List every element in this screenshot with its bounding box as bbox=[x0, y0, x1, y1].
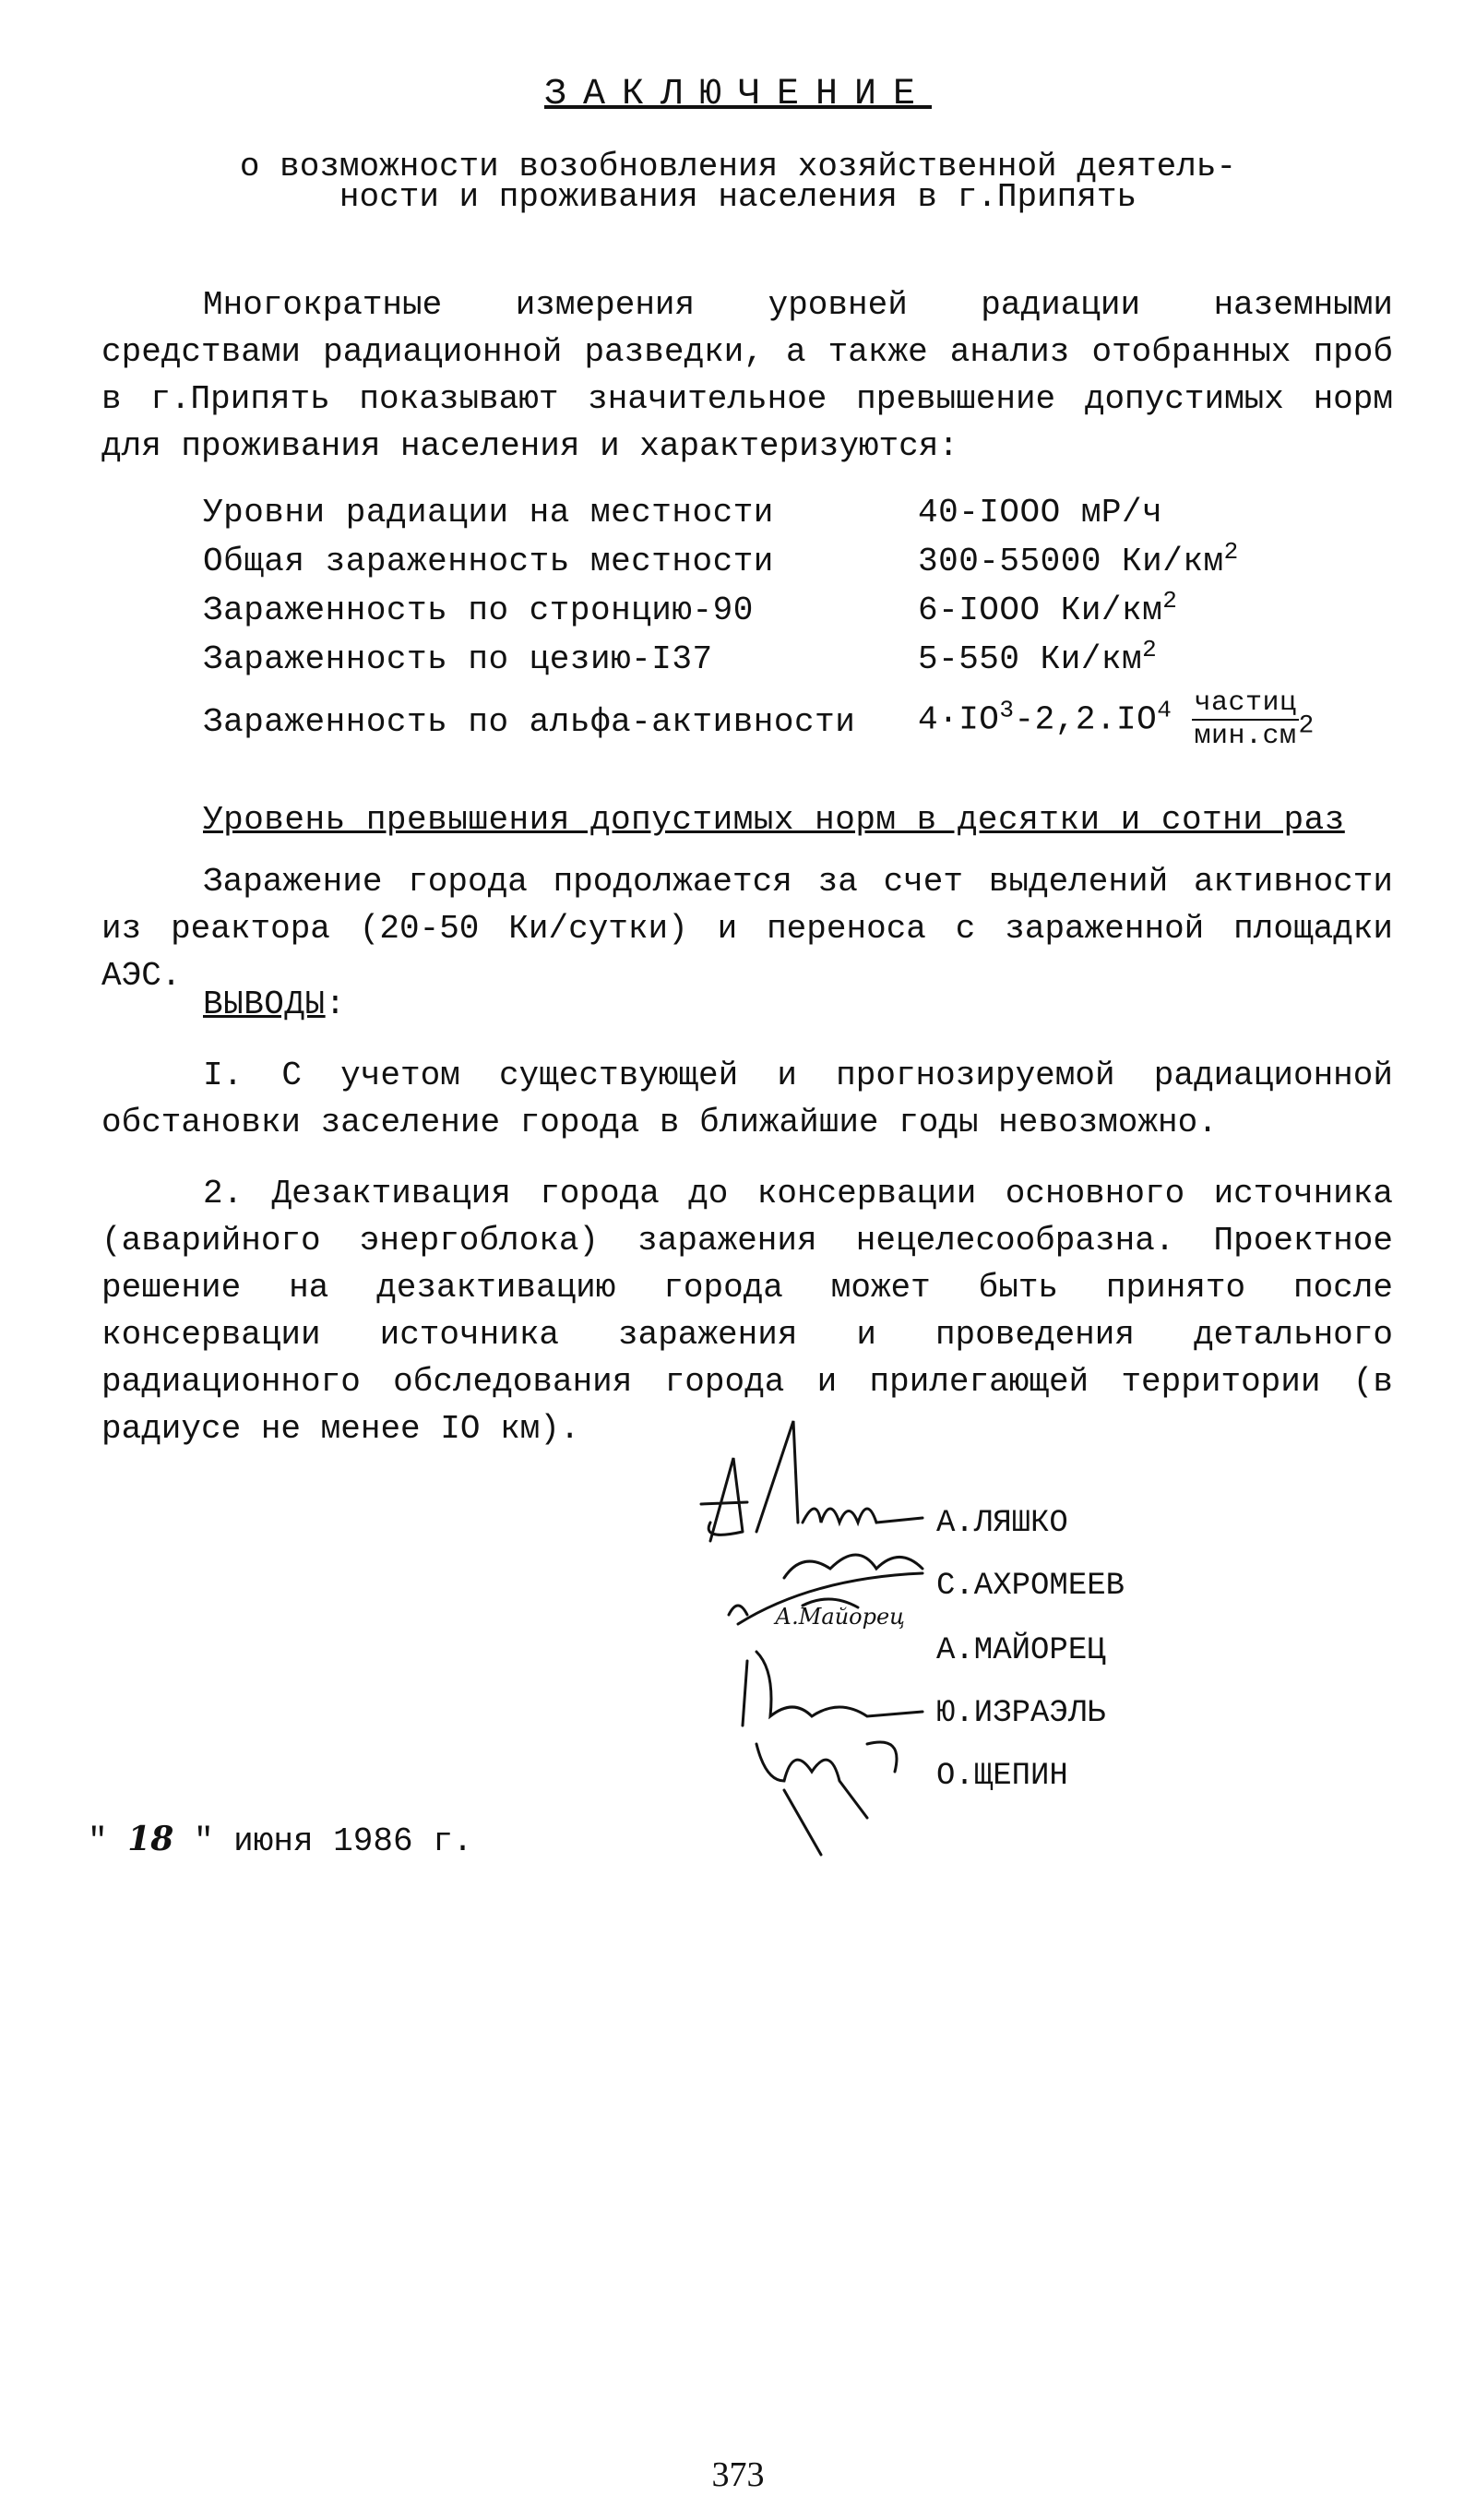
handwritten-note: А.Майорец bbox=[775, 1604, 905, 1630]
measurement-label: Уровни радиации на местности bbox=[203, 494, 774, 531]
document-title: ЗАКЛЮЧЕНИЕ bbox=[543, 74, 933, 115]
subtitle-line-1: о возможности возобновления хозяйственной деятель- bbox=[239, 148, 1237, 185]
alpha-label: Зараженность по альфа-активности bbox=[203, 703, 856, 741]
intro-paragraph: Многократные измерения уровней радиации наземными средствами радиационной разведки, а также анализ отобранных проб в г.Припять показывают значительное превышение допустимых норм для проживания населения и характеризуются: bbox=[101, 286, 1393, 465]
contamination-paragraph: Заражение города продолжается за счет выделений активности из реактора (20-50 Ки/сутки) и переноса с зараженной площадки АЭС. bbox=[101, 863, 1393, 995]
signatory-name: А.МАЙОРЕЦ bbox=[936, 1633, 1106, 1668]
signature-lyashko bbox=[701, 1458, 747, 1541]
measurement-value: 300-55000 $Ки/км^2$ bbox=[918, 538, 1239, 580]
subtitle-line-2: ности и проживания населения в г.Припять bbox=[339, 178, 1137, 216]
measurement-value: 5-550 $Ки/км^2$ bbox=[918, 636, 1158, 678]
signatory-name: С.АХРОМЕЕВ bbox=[936, 1569, 1125, 1604]
conclusions-heading: ВЫВОДЫ: bbox=[203, 985, 346, 1023]
conclusion-2: 2. Дезактивация города до консервации основного источника (аварийного энергоблока) заражения нецелесообразна. Проектное решение на дезактивацию города может быть принято после консервации источника заражения и проведения детального радиационного обследования города и прилегающей территории (в радиусе не менее IO км). bbox=[101, 1175, 1393, 1448]
signatory-name: Ю.ИЗРАЭЛЬ bbox=[936, 1696, 1106, 1731]
signature-shchepin bbox=[756, 1742, 897, 1855]
handwritten-signatures bbox=[646, 1393, 950, 1910]
alpha-value: $4\cdot IO^3-2,2.IO^4$ $\frac{\text{частиц}}{\text{мин.см}}$ 2 bbox=[918, 687, 1315, 752]
measurement-label: Зараженность по цезию-I37 bbox=[203, 640, 713, 678]
measurement-value: 6-IOOO $Ки/км^2$ bbox=[918, 587, 1178, 629]
measurement-label: Зараженность по стронцию-90 bbox=[203, 591, 754, 629]
measurement-label: Общая зараженность местности bbox=[203, 543, 774, 580]
signatory-name: А.ЛЯШКО bbox=[936, 1506, 1068, 1541]
signatory-name: О.ЩЕПИН bbox=[936, 1759, 1068, 1794]
date-day-handwritten: 18 bbox=[127, 1820, 174, 1858]
signature-izrael bbox=[743, 1652, 922, 1726]
conclusion-1: I. С учетом существующей и прогнозируемой радиационной обстановки заселение города в ближайшие годы невозможно. bbox=[101, 1057, 1393, 1141]
document-date: " 18 " июня 1986 г. bbox=[88, 1820, 473, 1860]
measurement-value: 40-IOOO мР/ч bbox=[918, 494, 1163, 531]
exceed-line: Уровень превышения допустимых норм в десятки и сотни раз bbox=[203, 801, 1345, 839]
page-number: 373 bbox=[711, 2455, 765, 2494]
alpha-unit-fraction: $\frac{\text{частиц}}{\text{мин.см}}$ bbox=[1194, 687, 1297, 752]
